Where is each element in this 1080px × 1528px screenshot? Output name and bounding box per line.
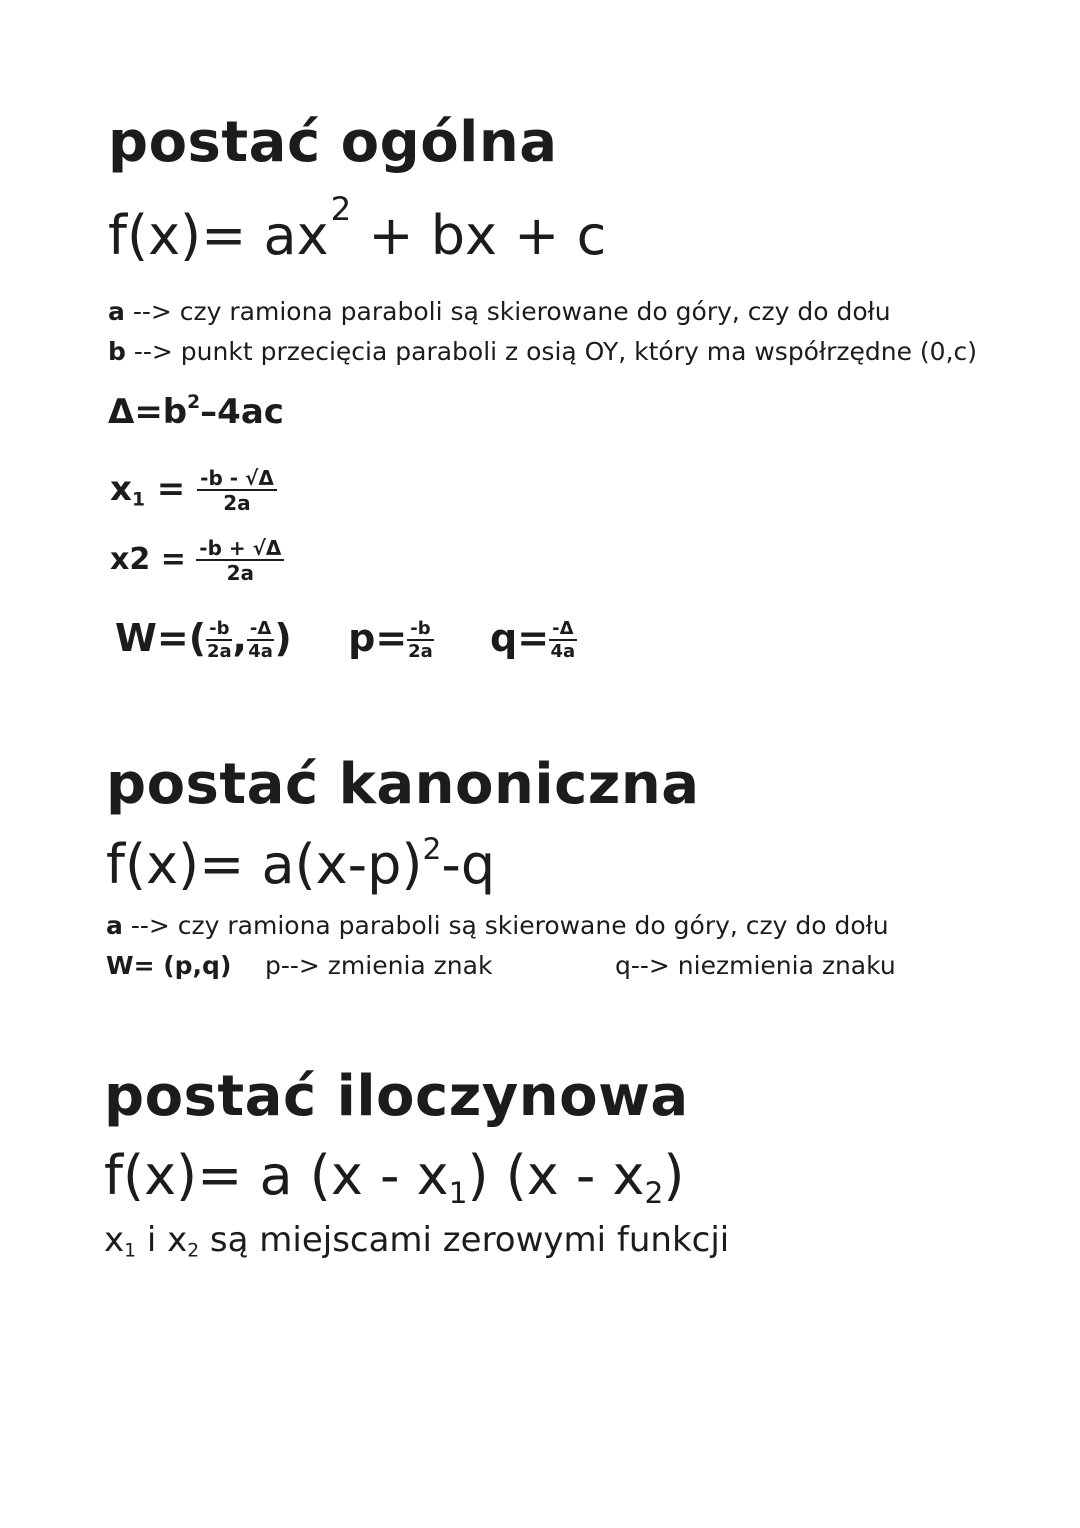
vertex-q-num: -Δ (247, 620, 274, 641)
canonical-p-note: p--> zmienia znak (265, 951, 493, 980)
vertex-label: W=( (115, 616, 207, 660)
general-form-title: postać ogólna (108, 110, 558, 175)
x2-equals: = (160, 542, 186, 577)
vertex-close: ) (274, 616, 292, 660)
canonical-note-a-key: a (106, 911, 123, 940)
general-form-formula (108, 190, 606, 267)
note-b-key: b (108, 337, 126, 366)
delta-prefix: Δ=b (108, 392, 188, 432)
product-note-x1: x (104, 1220, 125, 1260)
vertex-p-num: -b (206, 620, 232, 641)
q-fraction (549, 620, 576, 661)
canonical-vertex: W= (p,q) (106, 951, 232, 980)
x2-fraction (196, 538, 284, 583)
x1-index: 1 (131, 489, 145, 511)
p-fraction (407, 620, 433, 661)
general-formula-suffix: + bx + c (368, 204, 607, 268)
vertex-p-den: 2a (206, 641, 232, 662)
canonical-formula-exponent: 2 (422, 832, 442, 867)
delta-suffix: –4ac (200, 392, 284, 432)
product-formula-idx1: 1 (448, 1175, 468, 1211)
canonical-note-a-text: --> czy ramiona paraboli są skierowane do góry, czy do dołu (130, 911, 889, 940)
q-den: 4a (550, 641, 576, 662)
general-formula-prefix: f(x)= ax (108, 204, 329, 268)
canonical-form-title: postać kanoniczna (106, 752, 700, 817)
canonical-note-a (106, 911, 889, 940)
product-note-idx1: 1 (124, 1240, 137, 1262)
product-formula-part1: f(x)= a (x - x (104, 1144, 449, 1207)
note-a-text: --> czy ramiona paraboli są skierowane do góry, czy do dołu (132, 297, 891, 326)
q-label: q= (490, 616, 550, 660)
x1-denominator: 2a (223, 491, 251, 515)
note-b-text: --> punkt przecięcia paraboli z osią OY, który ma współrzędne (0,c) (133, 337, 978, 366)
canonical-q-note: q--> niezmienia znaku (615, 951, 896, 980)
x2-numerator: -b + √Δ (196, 538, 284, 561)
note-a-key: a (108, 297, 125, 326)
vertex-row (115, 616, 577, 661)
x1-equals: = (156, 469, 186, 509)
canonical-vertex-note (106, 951, 231, 980)
product-form-formula (104, 1144, 684, 1211)
product-note-idx2: 2 (187, 1240, 200, 1262)
general-note-b (108, 337, 977, 366)
x2-denominator: 2a (226, 561, 255, 585)
product-note-text: są miejscami zerowymi funkcji (199, 1220, 730, 1260)
product-note (104, 1220, 729, 1262)
q-num: -Δ (549, 620, 576, 641)
vertex-comma: , (232, 616, 247, 660)
delta-exponent: 2 (187, 392, 201, 414)
product-formula-idx2: 2 (644, 1175, 664, 1211)
p-num: -b (407, 620, 433, 641)
vertex-q-den: 4a (248, 641, 273, 662)
product-formula-part2: ) (x - x (467, 1144, 645, 1207)
canonical-formula-suffix: -q (441, 832, 496, 896)
delta-formula (108, 392, 284, 432)
product-form-title: postać iloczynowa (104, 1064, 689, 1129)
product-formula-part3: ) (663, 1144, 685, 1207)
general-formula-exponent: 2 (330, 190, 352, 228)
x1-fraction (197, 468, 277, 513)
x1-formula (110, 468, 277, 513)
p-label: p= (348, 616, 408, 660)
general-note-a (108, 297, 891, 326)
x2-formula (110, 538, 284, 583)
x2-label: x2 (110, 542, 151, 577)
canonical-form-formula (106, 832, 495, 896)
vertex-p-fraction (206, 620, 232, 661)
x1-label: x (110, 469, 132, 509)
p-den: 2a (408, 641, 433, 662)
product-note-and: i x (136, 1220, 188, 1260)
canonical-formula-prefix: f(x)= a(x-p) (106, 832, 423, 896)
vertex-q-fraction (247, 620, 274, 661)
x1-numerator: -b - √Δ (197, 468, 277, 491)
